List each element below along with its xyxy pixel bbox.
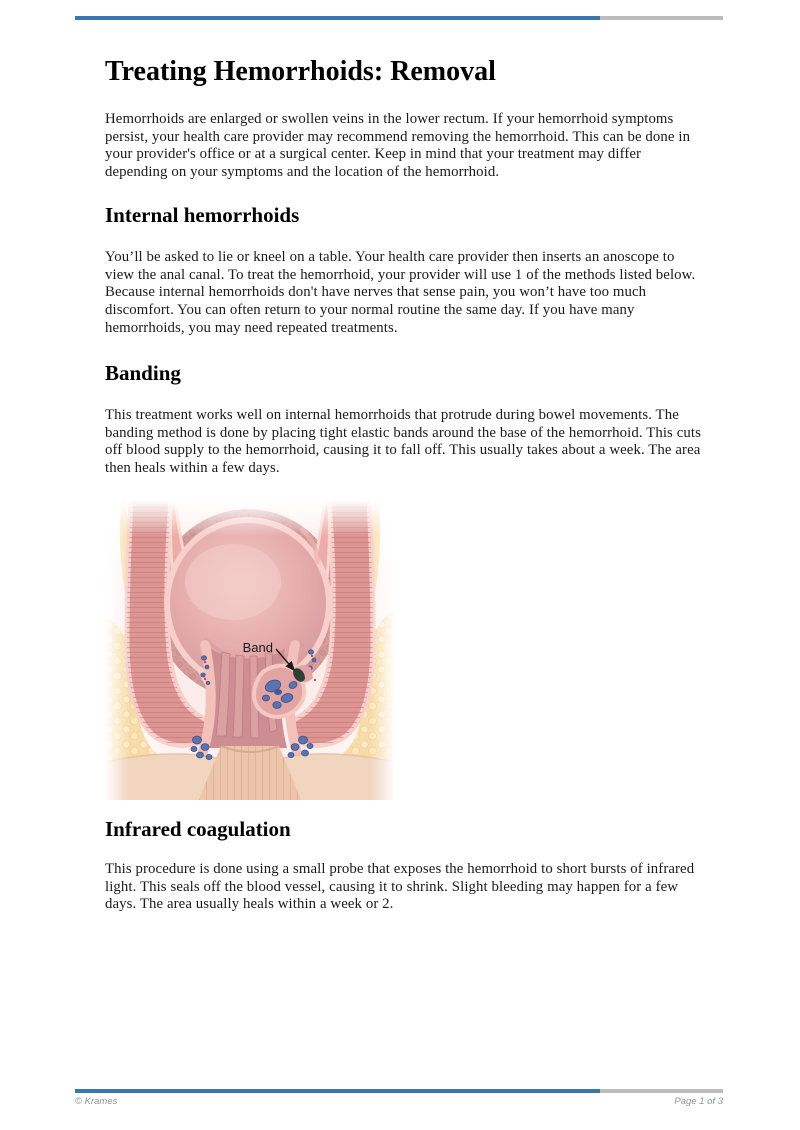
section-heading-banding: Banding xyxy=(105,361,181,385)
figure-fade-top xyxy=(105,500,395,536)
band-label: Band xyxy=(242,640,273,655)
footer-accent-bar xyxy=(75,1089,723,1093)
page-title: Treating Hemorrhoids: Removal xyxy=(105,56,496,87)
section-body-banding: This treatment works well on internal hemorrhoids that protrude during bowel movements. The banding method is done by placing tight elastic bands around the base of the hemorrhoid. This cuts off blood supply to the hemorrhoid, causing it to fall off. This usually takes about a week. The area then heals within a few days. xyxy=(105,407,701,477)
figure-fade-left xyxy=(105,500,129,800)
banding-anatomy-svg xyxy=(105,500,395,800)
page-indicator: Page 1 of 3 xyxy=(674,1096,723,1107)
anatomy-illustration xyxy=(105,500,395,800)
copyright-text: © Krames xyxy=(75,1096,118,1107)
section-body-infrared-coagulation: This procedure is done using a small probe that exposes the hemorrhoid to short bursts of infrared light. This seals off the blood vessel, causing it to shrink. Slight bleeding may happen for a few days. The area usually heals within a week or 2. xyxy=(105,861,695,913)
page-footer xyxy=(75,1096,723,1107)
figure-fade-right xyxy=(371,500,395,800)
intro-paragraph: Hemorrhoids are enlarged or swollen veins in the lower rectum. If your hemorrhoid symptoms persist, your health care provider may recommend removing the hemorrhoid. This can be done in your provider's office or at a surgical center. Keep in mind that your treatment may differ depending on your symptoms and the location of the hemorrhoid. xyxy=(105,111,691,181)
header-accent-bar xyxy=(75,16,723,20)
section-heading-internal-hemorrhoids: Internal hemorrhoids xyxy=(105,203,300,227)
section-heading-infrared-coagulation: Infrared coagulation xyxy=(105,817,291,841)
section-body-internal-hemorrhoids: You’ll be asked to lie or kneel on a table. Your health care provider then inserts an anoscope to view the anal canal. To treat the hemorrhoid, your provider will use 1 of the methods listed below. Because internal hemorrhoids don't have nerves that sense pain, you won’t have too much discomfort. You can often return to your normal routine the same day. If you have many hemorrhoids, you may need repeated treatments. xyxy=(105,249,696,336)
